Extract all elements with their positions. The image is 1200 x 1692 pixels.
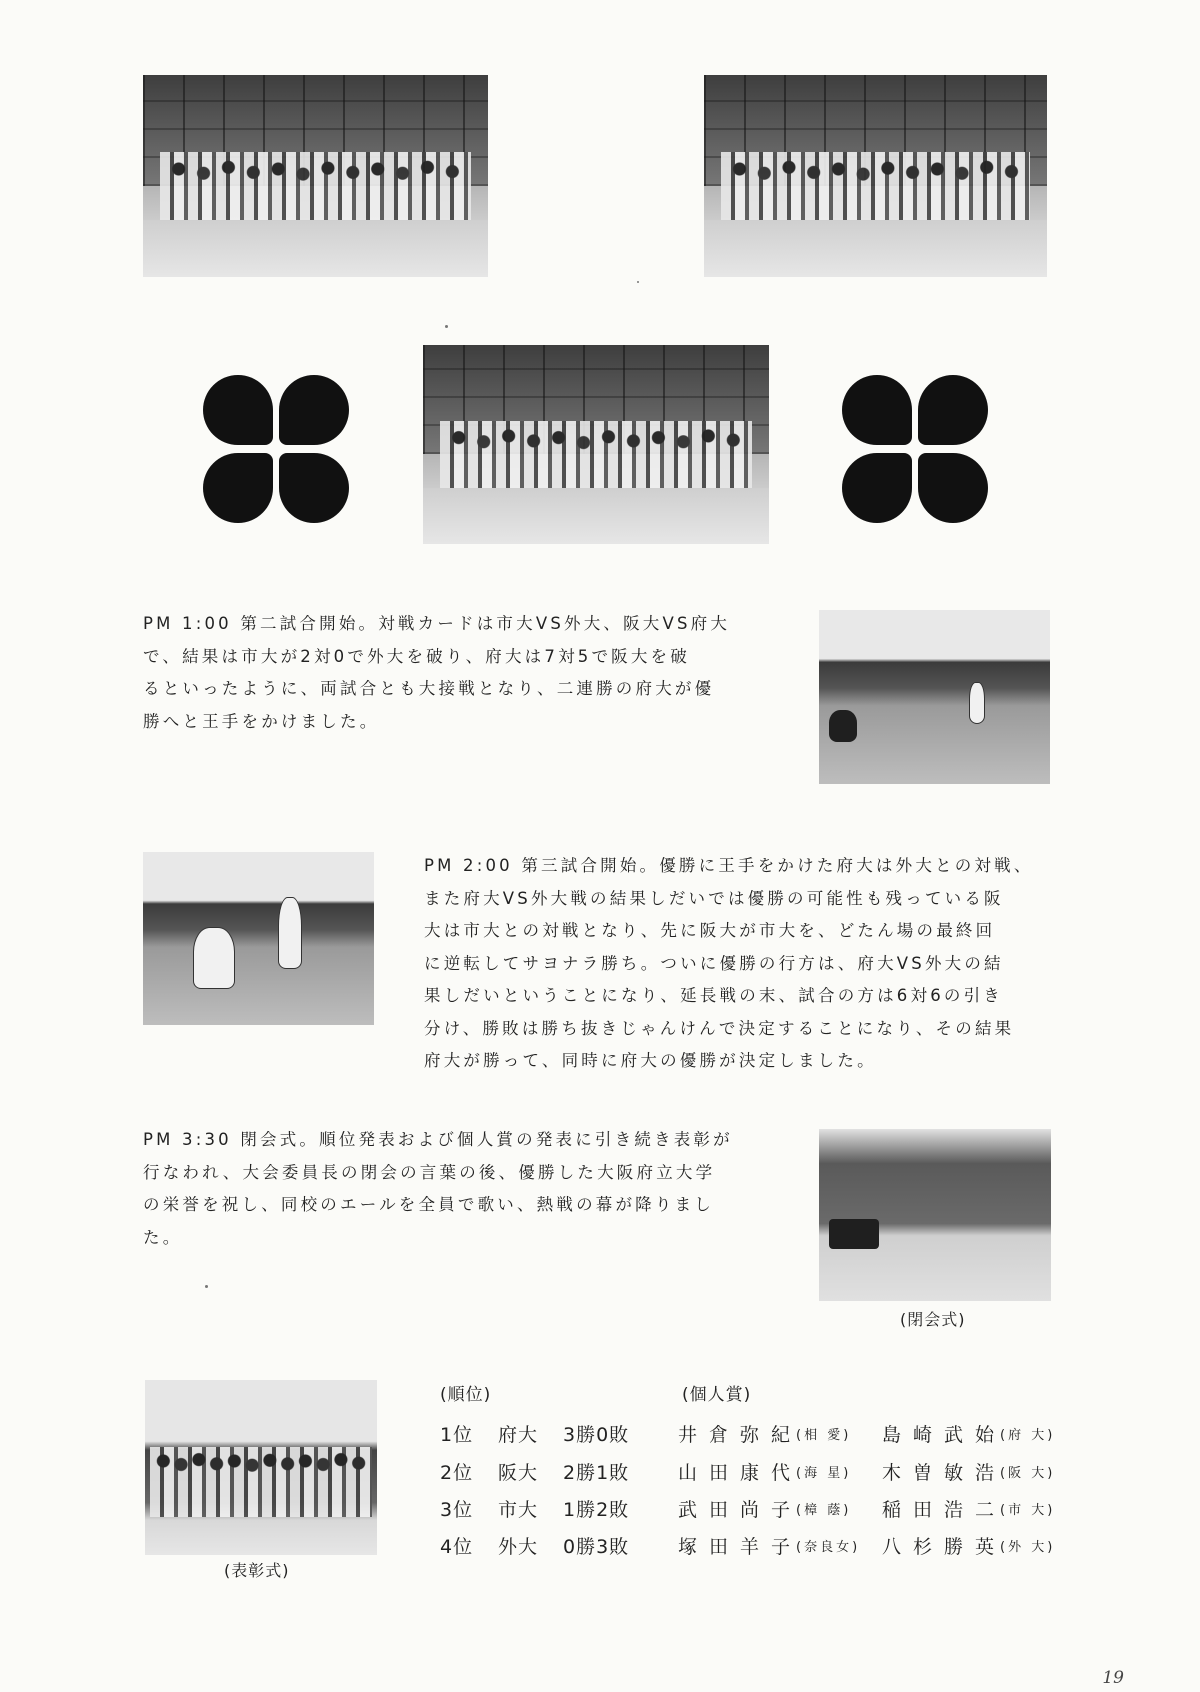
award-school: (府 大)	[1000, 1427, 1056, 1443]
text-line: 分け、勝敗は勝ち抜きじゃんけんで決定することになり、その結果	[424, 1018, 1015, 1038]
group-photo-top-left	[143, 75, 488, 277]
text-line: の栄誉を祝し、同校のエールを全員で歌い、熱戦の幕が降りまし	[143, 1195, 714, 1214]
text-line: に逆転してサヨナラ勝ち。ついに優勝の行方は、府大VS外大の結	[424, 953, 1004, 973]
standings-row	[440, 1493, 629, 1523]
award-school: (樟 蔭)	[796, 1502, 852, 1518]
text-line: 果しだいということになり、延長戦の末、試合の方は6対6の引き	[424, 986, 1003, 1005]
award-right-row	[882, 1530, 1055, 1560]
closing-ceremony-photo	[819, 1129, 1051, 1301]
award-school: (相 愛)	[796, 1427, 852, 1443]
clover-right-icon	[842, 375, 988, 523]
text-line: るといったように、両試合とも大接戦となり、二連勝の府大が優	[143, 679, 715, 698]
award-name: 八杉勝英	[882, 1535, 1007, 1558]
award-school: (市 大)	[1000, 1502, 1056, 1518]
team: 市大	[498, 1498, 539, 1521]
award-left-row	[678, 1493, 851, 1523]
closing-paragraph	[143, 1124, 783, 1254]
base-play-photo	[143, 852, 374, 1025]
record: 1勝2敗	[563, 1498, 630, 1521]
award-left-row	[678, 1456, 851, 1486]
clover-left-icon	[203, 375, 349, 523]
award-name: 武田尚子	[678, 1498, 803, 1521]
text-line: PM 3:30 閉会式。順位発表および個人賞の発表に引き続き表彰が	[143, 1130, 733, 1149]
text-line: で、結果は市大が2対0で外大を破り、府大は7対5で阪大を破	[143, 646, 690, 666]
award-name: 木曽敏浩	[882, 1461, 1007, 1484]
text-line: PM 1:00 第二試合開始。対戦カードは市大VS外大、阪大VS府大	[143, 614, 731, 633]
text-line: 府大が勝って、同時に府大の優勝が決定しました。	[424, 1051, 877, 1070]
award-ceremony-photo	[145, 1380, 377, 1555]
award-left-row	[678, 1418, 851, 1448]
page-number: 19	[1102, 1668, 1124, 1688]
award-name: 稲田浩二	[882, 1498, 1007, 1521]
rank: 1位	[440, 1423, 474, 1446]
standings-row	[440, 1418, 629, 1448]
text-line: PM 2:00 第三試合開始。優勝に王手をかけた府大は外大との対戦、	[424, 856, 1034, 875]
record: 3勝0敗	[563, 1423, 630, 1446]
award-school: (外 大)	[1000, 1539, 1056, 1555]
game3-paragraph	[424, 850, 1054, 1078]
standings-heading: (順位)	[440, 1385, 492, 1405]
award-right-row	[882, 1418, 1055, 1448]
batting-photo	[819, 610, 1050, 784]
award-school: (阪 大)	[1000, 1465, 1056, 1481]
team: 阪大	[498, 1461, 539, 1484]
rank: 2位	[440, 1461, 474, 1484]
awards-heading: (個人賞)	[682, 1385, 752, 1405]
text-line: また府大VS外大戦の結果しだいでは優勝の可能性も残っている阪	[424, 888, 1004, 908]
standings-row	[440, 1530, 629, 1560]
award-school: (海 星)	[796, 1465, 852, 1481]
rank: 4位	[440, 1535, 474, 1558]
record: 2勝1敗	[563, 1461, 630, 1484]
award-right-row	[882, 1456, 1055, 1486]
scan-speck	[205, 1285, 208, 1288]
award-name: 島崎武始	[882, 1423, 1007, 1446]
record: 0勝3敗	[563, 1535, 630, 1558]
standings-row	[440, 1456, 629, 1486]
team: 外大	[498, 1535, 539, 1558]
award-right-row	[882, 1493, 1055, 1523]
group-photo-center	[423, 345, 769, 544]
text-line: 大は市大との対戦となり、先に阪大が市大を、どたん場の最終回	[424, 921, 996, 940]
award-left-row	[678, 1530, 860, 1560]
team: 府大	[498, 1423, 539, 1446]
group-photo-top-right	[704, 75, 1047, 277]
text-line: 行なわれ、大会委員長の閉会の言葉の後、優勝した大阪府立大学	[143, 1162, 716, 1182]
award-school: (奈良女)	[796, 1539, 861, 1555]
award-photo-caption: (表彰式)	[224, 1561, 290, 1580]
award-name: 井倉弥紀	[678, 1423, 803, 1446]
award-name: 塚田羊子	[678, 1535, 803, 1558]
scan-speck	[637, 281, 639, 283]
closing-photo-caption: (閉会式)	[900, 1310, 966, 1329]
award-name: 山田康代	[678, 1461, 803, 1484]
scan-speck	[445, 325, 448, 328]
rank: 3位	[440, 1498, 474, 1521]
game2-paragraph	[143, 608, 783, 738]
text-line: た。	[143, 1227, 183, 1247]
text-line: 勝へと王手をかけました。	[143, 711, 380, 731]
